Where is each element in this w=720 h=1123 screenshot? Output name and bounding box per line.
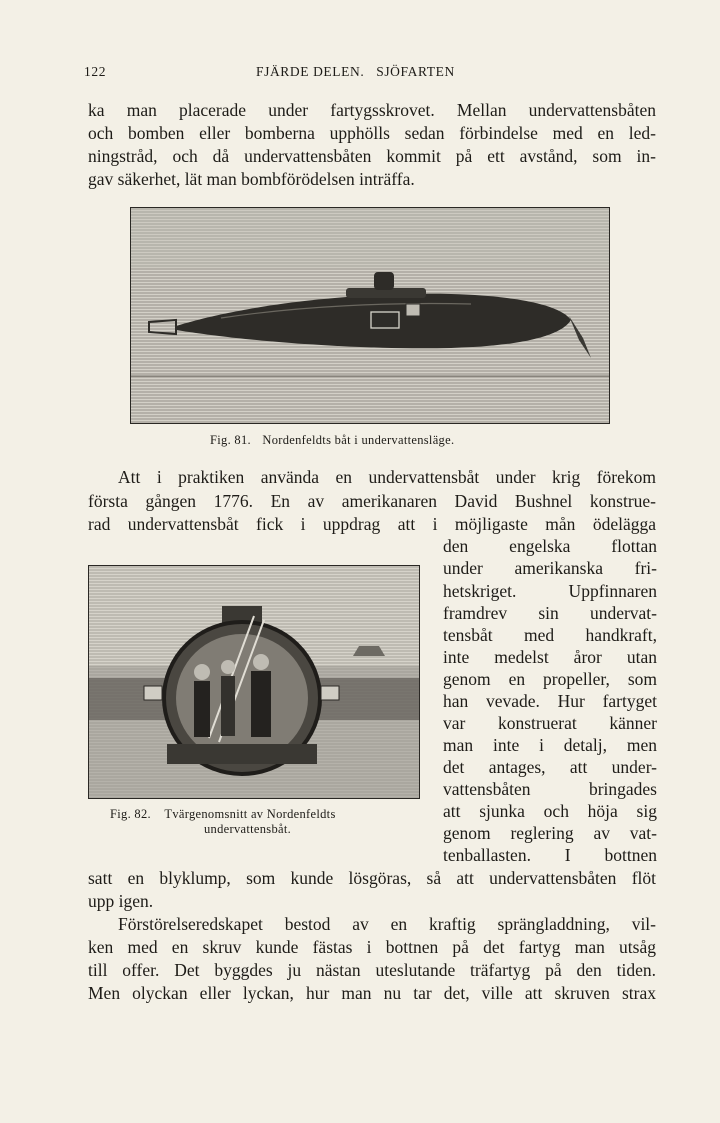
figure-82-caption <box>110 807 336 837</box>
figure-82-number: Fig. 82. <box>110 807 151 821</box>
page-number: 122 <box>84 64 107 79</box>
text-line: Men olyckan eller lyckan, hur man nu tar det, ville att skruven strax <box>88 983 656 1003</box>
text-line: Att i praktiken använda en undervattensbåt under krig förekom <box>118 467 656 487</box>
column-text-line: den engelska flottan <box>443 536 657 556</box>
page-header <box>84 64 664 84</box>
column-text-line: genom reglering av vat- <box>443 823 657 843</box>
column-text-line: tenballasten. I bottnen <box>443 845 657 865</box>
figure-81-caption-text: Nordenfeldts båt i undervattensläge. <box>262 433 455 447</box>
text-line: och bomben eller bomberna upphölls sedan förbindelse med en led- <box>88 123 656 143</box>
running-title: FJÄRDE DELEN. SJÖFARTEN <box>256 64 455 79</box>
figure-81-caption <box>210 433 454 448</box>
figure-82-cross-section-illustration <box>88 565 420 799</box>
text-line: första gången 1776. En av amerikanaren David Bushnel konstrue- <box>88 491 656 511</box>
column-text-line: hetskriget. Uppfinnaren <box>443 581 657 601</box>
column-text-line: han vevade. Hur fartyget <box>443 691 657 711</box>
text-line: ningstråd, och då undervattensbåten kommit på ett avstånd, som in- <box>88 146 656 166</box>
text-line: ken med en skruv kunde fästas i bottnen på det fartyg man utsåg <box>88 937 656 957</box>
figure-82-caption-line1: Tvärgenomsnitt av Nordenfeldts <box>164 807 336 821</box>
column-text-line: att sjunka och höja sig <box>443 801 657 821</box>
text-line: rad undervattensbåt fick i uppdrag att i möjligaste mån ödelägga <box>88 514 656 534</box>
column-text-line: genom en propeller, som <box>443 669 657 689</box>
column-text-line: vattensbåten bringades <box>443 779 657 799</box>
column-text-line: inte medelst åror utan <box>443 647 657 667</box>
text-line: Förstörelseredskapet bestod av en kraftig sprängladdning, vil- <box>118 914 656 934</box>
figure-81-number: Fig. 81. <box>210 433 251 447</box>
column-text-line: var konstruerat känner <box>443 713 657 733</box>
text-line: gav säkerhet, lät man bombförödelsen inträffa. <box>88 169 415 189</box>
text-line: satt en blyklump, som kunde lösgöras, så att undervattensbåten flöt <box>88 868 656 888</box>
figure-82-caption-line2: undervattensbåt. <box>204 822 292 836</box>
column-text-line: det antages, att under- <box>443 757 657 777</box>
column-text-line: framdrev sin undervat- <box>443 603 657 623</box>
figure-81-submarine-illustration <box>130 207 610 424</box>
text-line: upp igen. <box>88 891 154 911</box>
text-line: ka man placerade under fartygsskrovet. Mellan undervattensbåten <box>88 100 656 120</box>
column-text-line: under amerikanska fri- <box>443 558 657 578</box>
text-line: till offer. Det byggdes ju nästan uteslutande träfartyg på den tiden. <box>88 960 656 980</box>
column-text-line: man inte i detalj, men <box>443 735 657 755</box>
column-text-line: tensbåt med handkraft, <box>443 625 657 645</box>
